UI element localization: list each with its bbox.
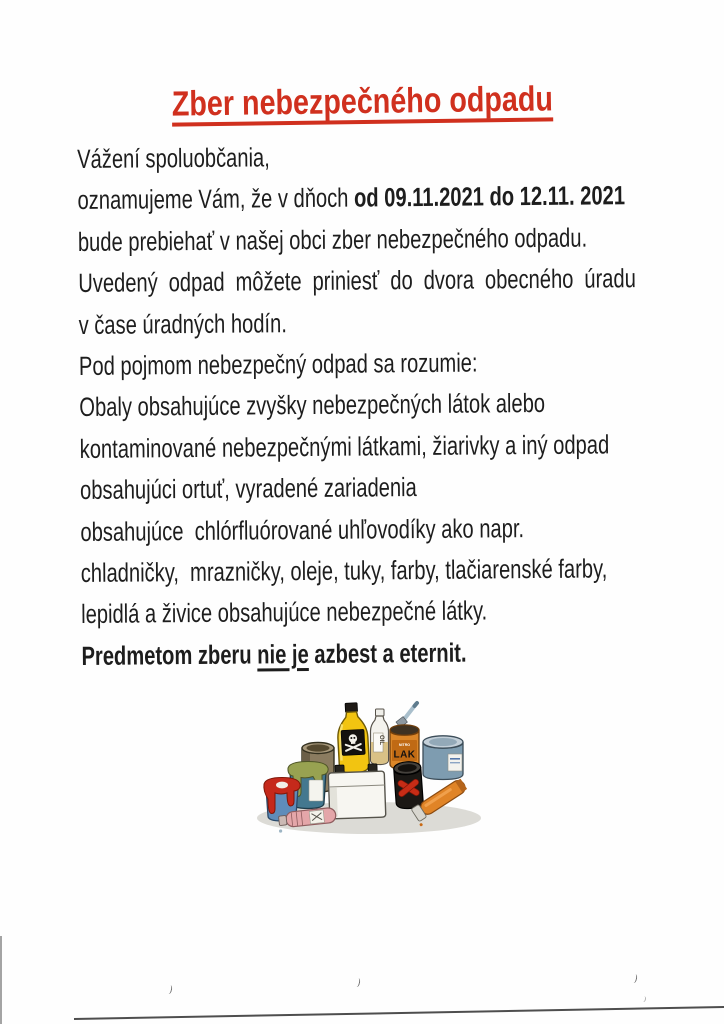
scan-speck [631, 974, 638, 984]
oil-bottle-icon [371, 709, 389, 765]
notice-body [77, 134, 702, 678]
scan-bottom-edge [0, 998, 724, 1024]
definition-line: Pod pojmom nebezpečný odpad sa rozumie: [78, 347, 478, 382]
paper-edge-line [74, 1007, 724, 1019]
waste-line-6: lepidlá a živice obsahujúce nebezpečné látky. [81, 595, 488, 630]
scan-speck [166, 985, 173, 995]
lacquer-can-icon [390, 703, 419, 770]
collection-dates: od 09.11.2021 do 12.11. 2021 [353, 180, 626, 213]
exclusion-underlined: nie je [257, 638, 309, 670]
lacquer-label-small: NITRO [398, 743, 411, 747]
greeting-line: Vážení spoluobčania, [77, 142, 270, 174]
oil-label: OIL [378, 735, 384, 745]
exclusion-prefix: Predmetom zberu [81, 639, 258, 671]
announcement-text: oznamujeme Vám, že v dňoch [77, 182, 355, 216]
scope-line: bude prebiehať v našej obci zber nebezpečného odpadu. [77, 222, 588, 257]
waste-line-1: Obaly obsahujúce zvyšky nebezpečných látok alebo [79, 388, 546, 423]
scan-speck [354, 978, 361, 988]
location-line-2: v čase úradných hodín. [78, 307, 287, 340]
exclusion-line [81, 632, 553, 678]
waste-line-4: obsahujúce chlórfluórované uhľovodíky ako napr. [80, 512, 525, 547]
notice-title: Zber nebezpečného odpadu [171, 79, 553, 124]
waste-line-3: obsahujúci ortuť, vyradené zariadenia [79, 472, 417, 506]
notice-title-row [0, 77, 724, 127]
black-can-icon [393, 761, 423, 809]
waste-line-2: kontaminované nebezpečnými látkami, žiarivky a iný odpad [79, 429, 610, 464]
lacquer-label: LAK [393, 749, 416, 761]
hazardous-waste-illustration [252, 690, 487, 838]
exclusion-suffix: azbest a eternit. [308, 637, 467, 669]
battery-icon [328, 764, 386, 819]
poison-bottle-icon [336, 702, 370, 773]
announcement-line [77, 176, 626, 222]
location-line-1: Uvedený odpad môžete priniesť do dvora obecného úradu [78, 263, 636, 299]
waste-line-5: chladničky, mrazničky, oleje, tuky, farby, tlačiarenské farby, [80, 553, 608, 589]
gray-blue-can-icon [423, 736, 463, 780]
